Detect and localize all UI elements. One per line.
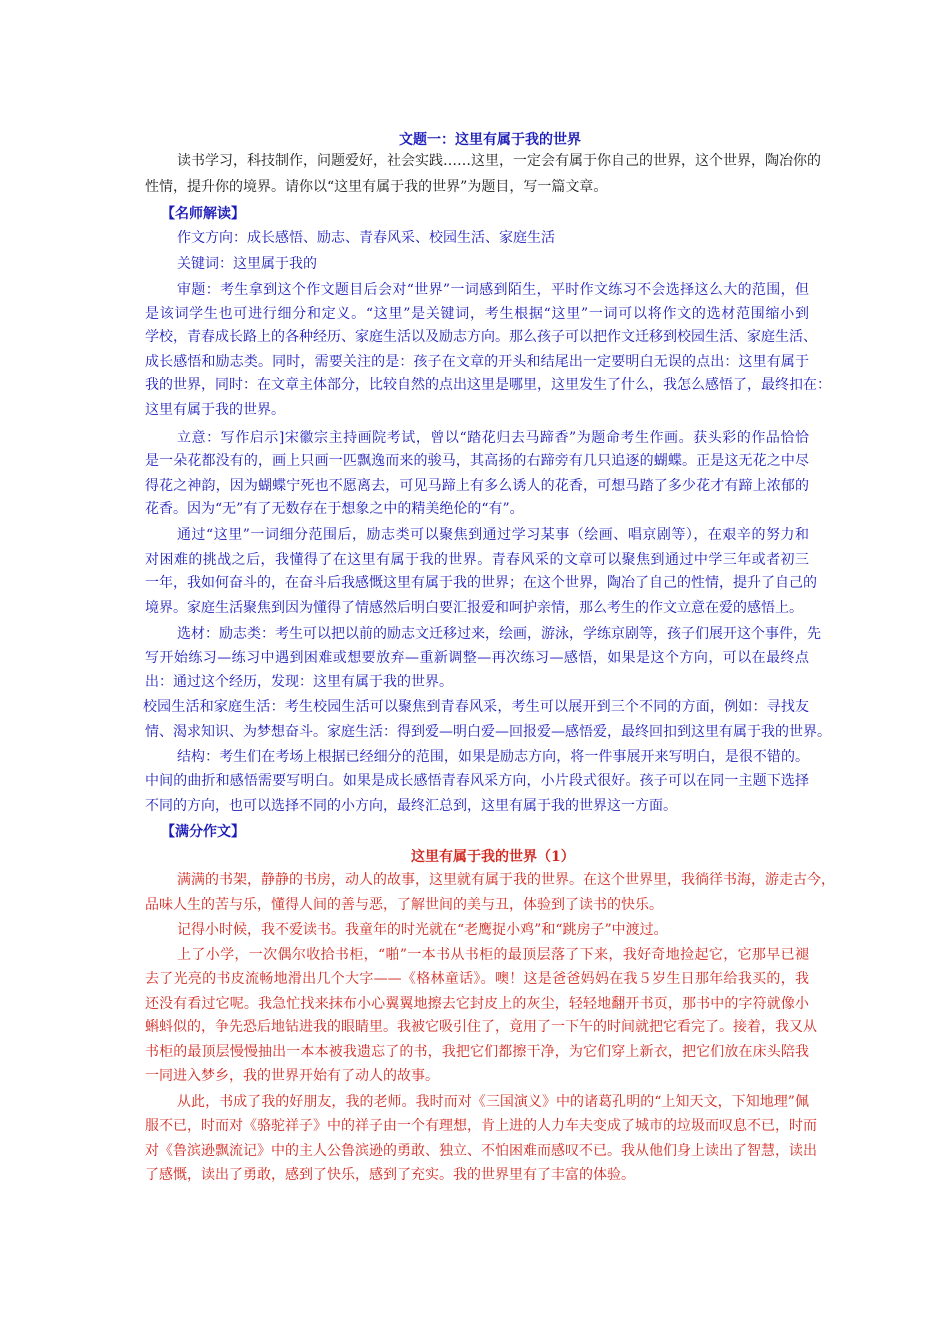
essay-paragraph-line: 书柜的最顶层慢慢抽出一本本被我遗忘了的书，我把它们都擦干净，为它们穿上新衣，把它们放在床头陪我	[145, 1044, 809, 1060]
analysis-structure-line: 中间的曲折和感悟需要写明白。如果是成长感悟青春风采方向，小片段式很好。孩子可以在同一主题下选择	[145, 773, 809, 789]
analysis-review-line: 审题：考生拿到这个作文题目后会对“世界”一词感到陌生，平时作文练习不会选择这么大的范围，但	[177, 282, 809, 298]
essay-title: 这里有属于我的世界（1）	[411, 849, 575, 865]
analysis-narrow-line: 通过“这里”一词细分范围后，励志类可以聚焦到通过学习某事（绘画、唱京剧等），在艰辛的努力和	[177, 527, 809, 543]
analysis-keyword: 关键词：这里属于我的	[177, 256, 317, 272]
analysis-structure-line: 结构：考生们在考场上根据已经细分的范围，如果是励志方向，将一件事展开来写明白，是很不错的。	[177, 749, 809, 765]
analysis-review-line: 我的世界，同时：在文章主体部分，比较自然的点出这里是哪里，这里发生了什么，我怎么感悟了，最终扣在：	[145, 377, 831, 393]
essay-paragraph-line: 服不已，时而对《骆驼祥子》中的祥子由一个有理想，肯上进的人力车夫变成了城市的垃圾而叹息不已，时而	[145, 1118, 817, 1134]
analysis-material-line: 出：通过这个经历，发现：这里有属于我的世界。	[145, 674, 453, 690]
analysis-idea-line: 立意：写作启示]宋徽宗主持画院考试，曾以“踏花归去马蹄香”为题命考生作画。获头彩的作品恰恰	[177, 430, 809, 446]
topic-title: 文题一：这里有属于我的世界	[399, 132, 581, 148]
analysis-idea-line: 得花之神韵，因为蝴蝶宁死也不愿离去，可见马蹄上有多么诱人的花香，可想马踏了多少花才有蹄上浓郁的	[145, 478, 809, 494]
essay-paragraph-line: 品味人生的苦与乐，懂得人间的善与恶，了解世间的美与丑，体验到了读书的快乐。	[145, 897, 663, 913]
analysis-review-line: 是该词学生也可进行细分和定义。“这里”是关键词，考生根据“这里”一词可以将作文的选材范围缩小到	[145, 306, 809, 322]
essay-paragraph-line: 记得小时候，我不爱读书。我童年的时光就在“老鹰捉小鸡”和“跳房子”中渡过。	[177, 922, 668, 938]
analysis-heading: 【名师解读】	[161, 206, 245, 222]
analysis-material-line: 选材：励志类：考生可以把以前的励志文迁移过来，绘画，游泳，学练京剧等，孩子们展开这个事件，先	[177, 626, 821, 642]
analysis-idea-line: 花香。因为“无”有了无数存在于想象之中的精美绝伦的“有”。	[145, 501, 524, 517]
analysis-structure-line: 不同的方向，也可以选择不同的小方向，最终汇总到，这里有属于我的世界这一方面。	[145, 798, 677, 814]
analysis-narrow-line: 一年，我如何奋斗的，在奋斗后我感慨这里有属于我的世界；在这个世界，陶冶了自己的性情，提升了自己的	[145, 575, 817, 591]
analysis-idea-line: 是一朵花都没有的，画上只画一匹飘逸而来的骏马，其高扬的右蹄旁有几只追逐的蝴蝶。正是这无花之中尽	[145, 453, 809, 469]
analysis-campus-line: 情、渴求知识、为梦想奋斗。家庭生活：得到爱—明白爱—回报爱—感悟爱，最终回扣到这里有属于我的世界。	[145, 724, 831, 740]
analysis-review-line: 成长感悟和励志类。同时，需要关注的是：孩子在文章的开头和结尾出一定要明白无误的点出：这里有属于	[145, 354, 809, 370]
essay-paragraph-line: 对《鲁滨逊飘流记》中的主人公鲁滨逊的勇敢、独立、不怕困难而感叹不已。我从他们身上读出了智慧，读出	[145, 1143, 817, 1159]
essay-paragraph-line: 了感慨，读出了勇敢，感到了快乐，感到了充实。我的世界里有了丰富的体验。	[145, 1167, 635, 1183]
essay-paragraph-line: 蝌蚪似的，争先恐后地钻进我的眼睛里。我被它吸引住了，竟用了一下午的时间就把它看完了。接着，我又从	[145, 1019, 817, 1035]
topic-prompt-line: 读书学习，科技制作，问题爱好，社会实践……这里，一定会有属于你自己的世界，这个世界，陶冶你的	[177, 153, 821, 169]
essay-paragraph-line: 从此，书成了我的好朋友，我的老师。我时而对《三国演义》中的诸葛孔明的“上知天文，下知地理”佩	[177, 1094, 809, 1110]
analysis-narrow-line: 对困难的挑战之后，我懂得了在这里有属于我的世界。青春风采的文章可以聚焦到通过中学三年或者初三	[145, 552, 809, 568]
analysis-narrow-line: 境界。家庭生活聚焦到因为懂得了情感然后明白要汇报爱和呵护亲情，那么考生的作文立意在爱的感悟上。	[145, 600, 803, 616]
essay-paragraph-line: 一同进入梦乡，我的世界开始有了动人的故事。	[145, 1068, 439, 1084]
analysis-campus-line: 校园生活和家庭生活：考生校园生活可以聚焦到青春风采，考生可以展开到三个不同的方面，例如：寻找友	[143, 699, 809, 715]
analysis-material-line: 写开始练习—练习中遇到困难或想要放弃—重新调整—再次练习—感悟，如果是这个方向，可以在最终点	[145, 650, 809, 666]
essay-paragraph-line: 去了光亮的书皮流畅地滑出几个大字——《格林童话》。噢！这是爸爸妈妈在我５岁生日那年给我买的，我	[145, 971, 809, 987]
essay-paragraph-line: 还没有看过它呢。我急忙找来抹布小心翼翼地擦去它封皮上的灰尘，轻轻地翻开书页，那书中的字符就像小	[145, 996, 809, 1012]
essay-paragraph-line: 满满的书架，静静的书房，动人的故事，这里就有属于我的世界。在这个世界里，我徜徉书海，游走古今，	[177, 872, 835, 888]
analysis-review-line: 学校，青春成长路上的各种经历、家庭生活以及励志方向。那么孩子可以把作文迁移到校园生活、家庭生活、	[145, 329, 817, 345]
analysis-direction: 作文方向：成长感悟、励志、青春风采、校园生活、家庭生活	[177, 230, 555, 246]
essay-heading: 【满分作文】	[161, 824, 245, 840]
topic-prompt-line: 性情，提升你的境界。请你以“这里有属于我的世界”为题目，写一篇文章。	[145, 179, 608, 195]
essay-paragraph-line: 上了小学，一次偶尔收拾书柜，“啪”一本书从书柜的最顶层落了下来，我好奇地捡起它，它那早已褪	[177, 947, 809, 963]
analysis-review-line: 这里有属于我的世界。	[145, 402, 285, 418]
